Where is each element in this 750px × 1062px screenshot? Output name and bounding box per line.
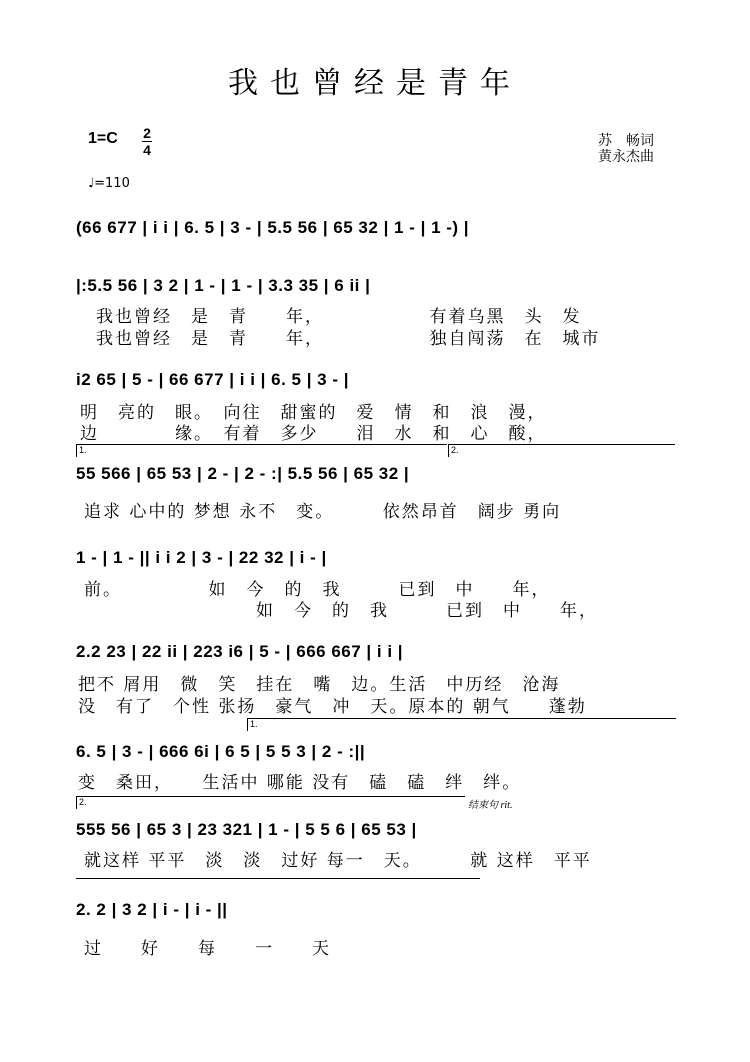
volta-bracket-3: 1. <box>247 718 676 731</box>
notation-line-5: 1 - | 1 - || i i 2 | 3 - | 22 32 | i - | <box>76 548 327 567</box>
tempo-marking: ♩=110 <box>88 176 130 191</box>
lyric-line-9: 没 有了 个性 张扬 豪气 冲 天。原本的 朝气 蓬勃 <box>78 697 587 717</box>
volta-bracket-1: 1. <box>76 444 447 457</box>
volta-bracket-2: 2. <box>448 444 675 457</box>
notation-line-4: 55 566 | 65 53 | 2 - | 2 - :| 5.5 56 | 65 32 | <box>76 464 410 483</box>
ending-rit-marking: 结束句 rit. <box>468 800 513 811</box>
lyric-line-2: 我也曾经 是 青 年， 独自闯荡 在 城市 <box>96 329 601 349</box>
notation-line-2: |:5.5 56 | 3 2 | 1 - | 1 - | 3.3 35 | 6 ii | <box>76 276 371 295</box>
time-signature-top: 2 <box>143 125 151 141</box>
notation-line-3: i2 65 | 5 - | 66 677 | i i | 6. 5 | 3 - | <box>76 370 350 389</box>
notation-line-8: 555 56 | 65 3 | 23 321 | 1 - | 5 5 6 | 65 53 | <box>76 820 417 839</box>
lyric-line-10: 变 桑田， 生活中 哪能 没有 磕 磕 绊 绊。 <box>78 773 522 793</box>
lyric-line-1: 我也曾经 是 青 年， 有着乌黑 头 发 <box>96 307 582 327</box>
lyric-line-4: 边 缘。 有着 多少 泪 水 和 心 酸， <box>80 424 547 444</box>
notation-line-7: 6. 5 | 3 - | 666 6i | 6 5 | 5 5 3 | 2 - :|| <box>76 742 366 761</box>
key-signature: 1=C <box>88 130 118 147</box>
lyric-line-11: 就这样 平平 淡 淡 过好 每一 天。 就 这样 平平 <box>84 851 592 871</box>
notation-line-6: 2.2 23 | 22 ii | 223 i6 | 5 - | 666 667 | i i | <box>76 642 404 661</box>
lyricist-credit: 苏 畅词 <box>598 133 654 149</box>
notation-line-9: 2. 2 | 3 2 | i - | i - || <box>76 900 228 919</box>
volta-bracket-4: 2. <box>76 796 465 809</box>
song-title: 我也曾经是青年 <box>228 66 522 101</box>
lyric-line-7: 如 今 的 我 已到 中 年， <box>256 601 598 621</box>
lyric-line-12: 过 好 每 一 天 <box>84 939 331 959</box>
lyric-line-8: 把不 屑用 微 笑 挂在 嘴 边。生活 中历经 沧海 <box>78 675 561 695</box>
lyric-line-6: 前。 如 今 的 我 已到 中 年， <box>84 580 551 600</box>
notation-line-1: (66 677 | i i | 6. 5 | 3 - | 5.5 56 | 65 32 | 1 - | 1 -) | <box>76 218 470 237</box>
lyric-line-5: 追求 心中的 梦想 永不 变。 依然昂首 阔步 勇向 <box>84 502 562 522</box>
lyric-line-3: 明 亮的 眼。 向往 甜蜜的 爱 情 和 浪 漫， <box>80 403 547 423</box>
time-signature <box>142 126 152 157</box>
composer-credit: 黄永杰曲 <box>598 149 654 165</box>
time-signature-bottom: 4 <box>143 142 151 158</box>
phrase-bracket-line <box>76 878 480 879</box>
